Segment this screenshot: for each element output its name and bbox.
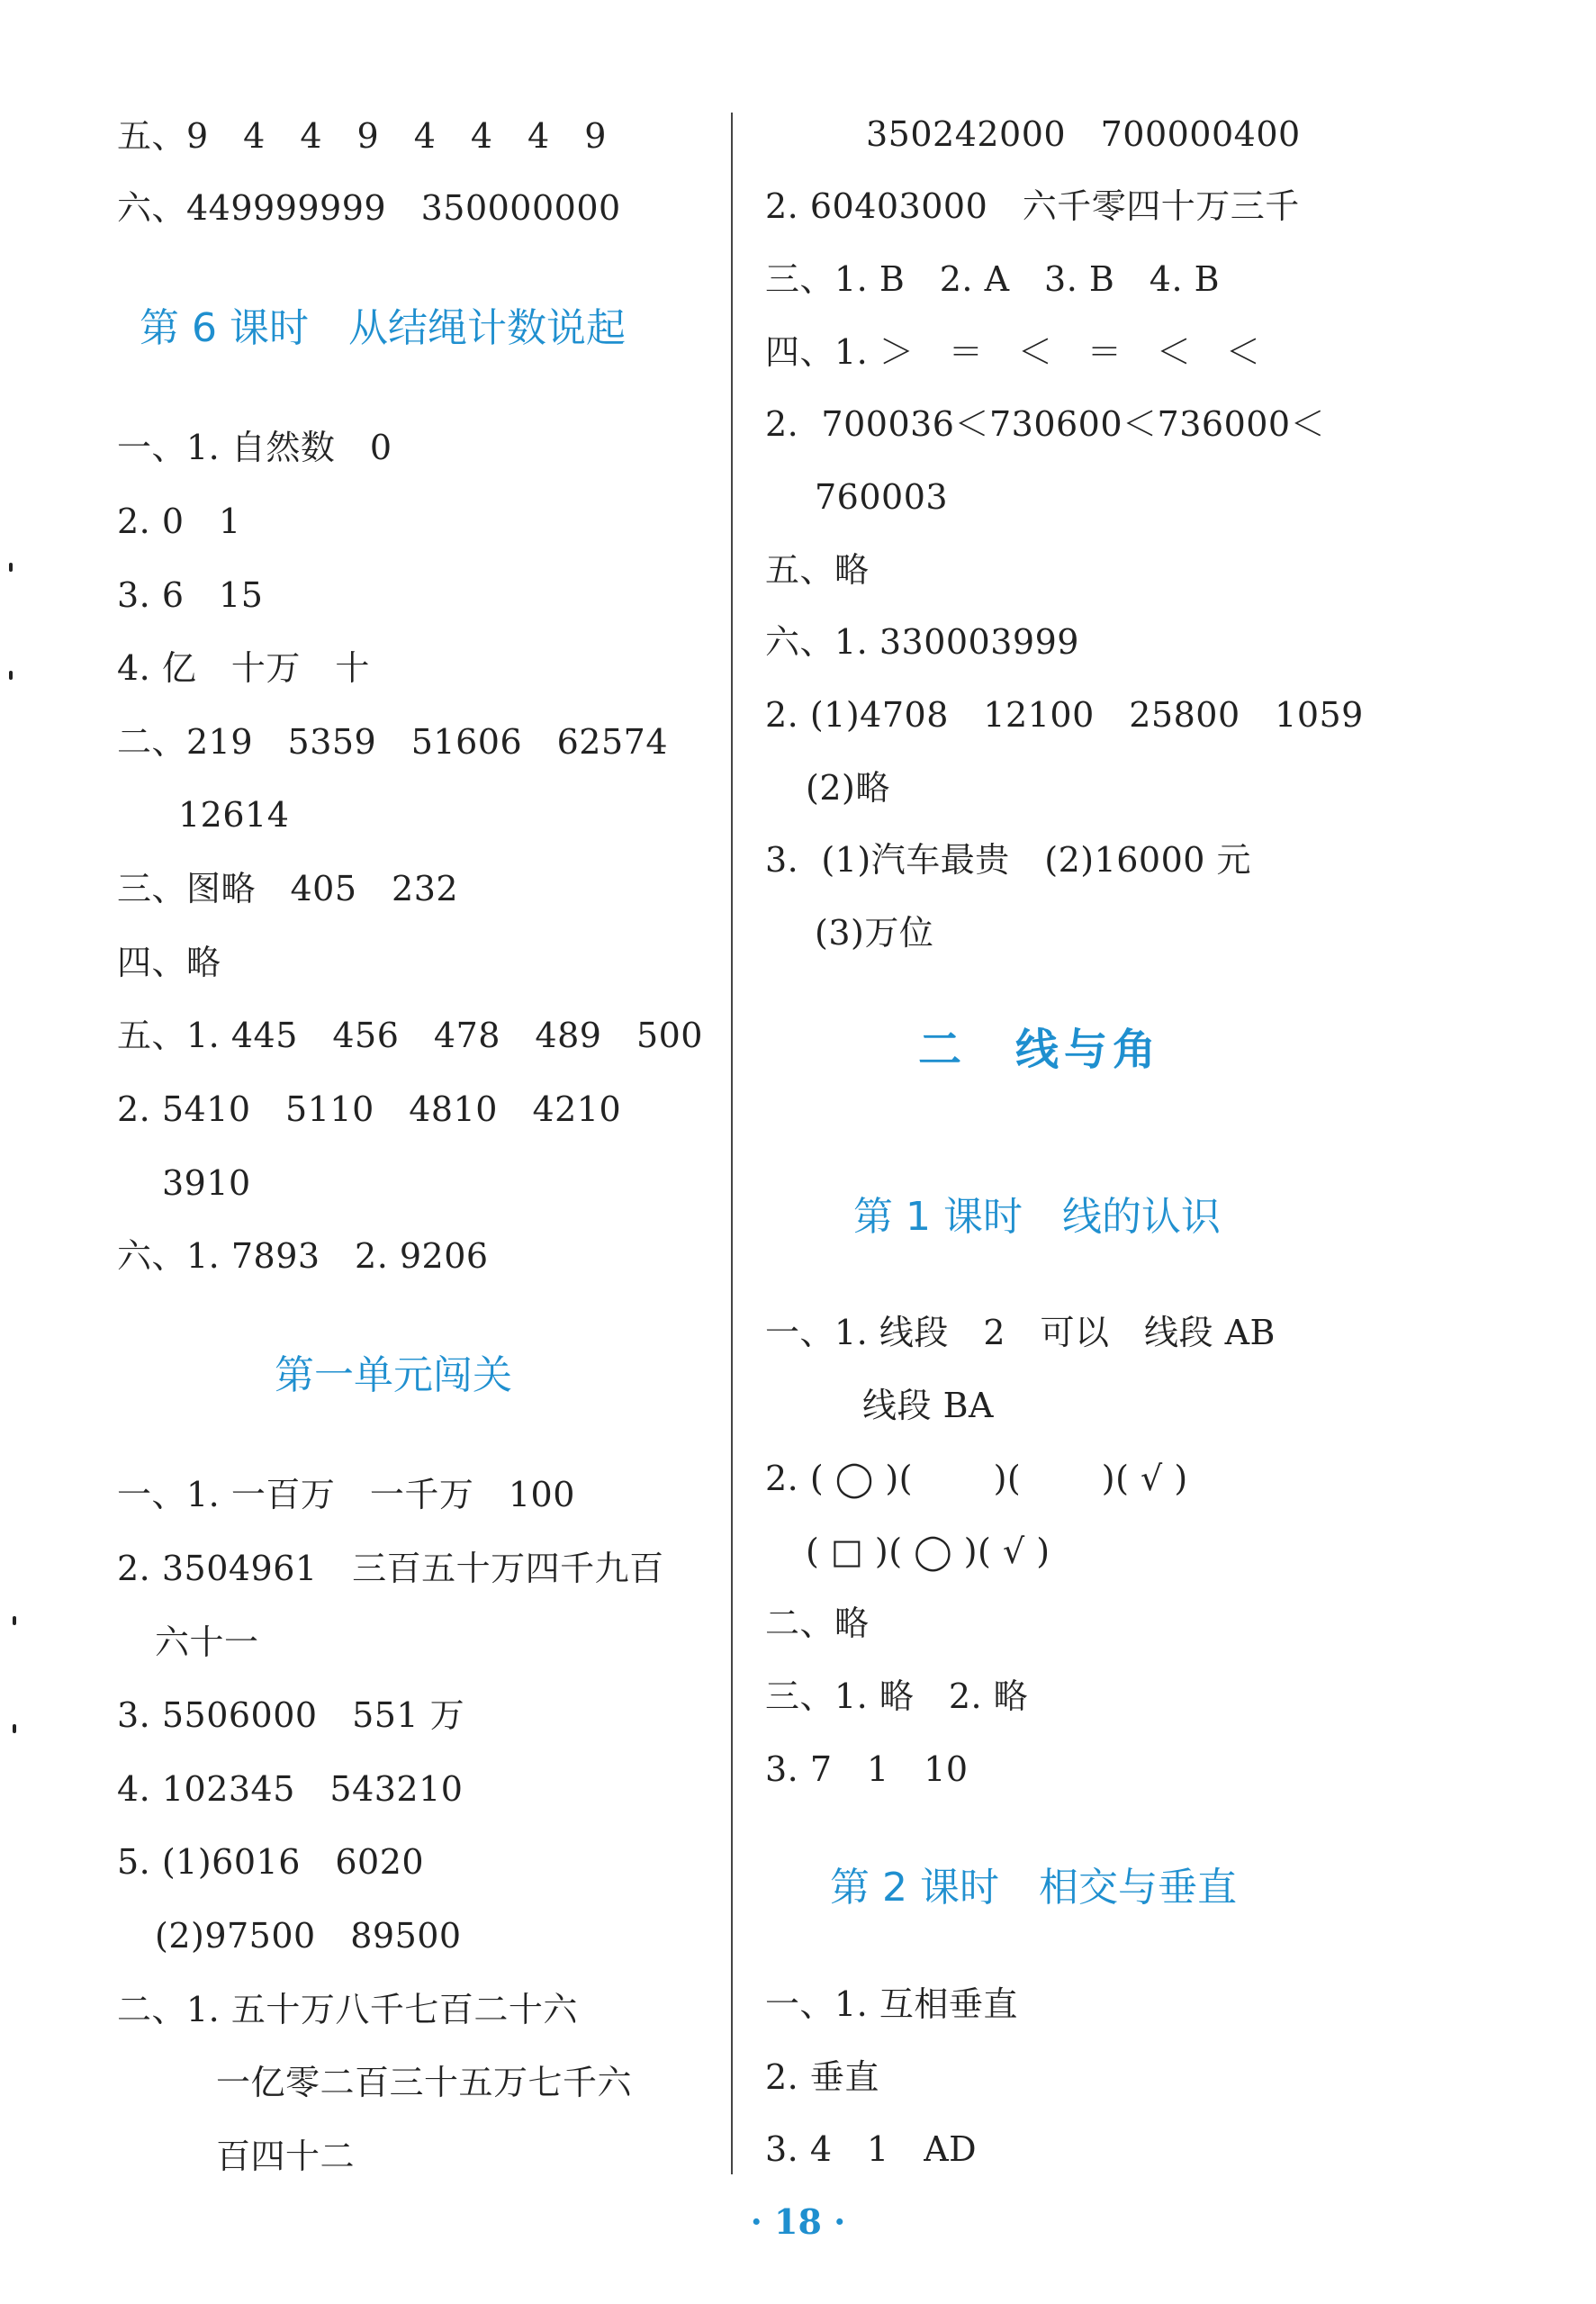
text-line: 2. (1)4708 12100 25800 1059 bbox=[765, 695, 1364, 735]
scan-mark bbox=[9, 671, 13, 680]
text-line: 一、1. 自然数 0 bbox=[117, 428, 392, 467]
unit-heading-2: 二 线与角 bbox=[918, 1025, 1162, 1075]
text-line: 二、219 5359 51606 62574 bbox=[117, 722, 669, 762]
scan-mark bbox=[13, 1616, 16, 1625]
section-heading-lesson6: 第 6 课时 从结绳计数说起 bbox=[140, 305, 626, 351]
text-line: 3. 5506000 551 万 bbox=[117, 1695, 465, 1735]
text-line: 2. 3504961 三百五十万四千九百 bbox=[117, 1549, 664, 1588]
text-line: (2)略 bbox=[806, 768, 890, 808]
text-line: 2. 60403000 六千零四十万三千 bbox=[765, 186, 1300, 226]
text-line: 百四十二 bbox=[216, 2137, 356, 2176]
text-line: 四、1. ＞ ＝ ＜ ＝ ＜ ＜ bbox=[765, 332, 1261, 372]
text-line: 4. 102345 543210 bbox=[117, 1769, 464, 1809]
page-number: · 18 · bbox=[750, 2201, 846, 2242]
text-line: 4. 亿 十万 十 bbox=[117, 648, 370, 688]
text-line: 三、图略 405 232 bbox=[117, 869, 459, 908]
text-line: 2. 垂直 bbox=[765, 2057, 879, 2097]
text-line: 五、1. 445 456 478 489 500 bbox=[117, 1016, 703, 1055]
text-line: 2. 700036＜730600＜736000＜ bbox=[765, 404, 1326, 444]
text-line: 四、略 bbox=[117, 943, 221, 982]
text-line: 一亿零二百三十五万七千六 bbox=[216, 2063, 633, 2102]
text-line: 一、1. 线段 2 可以 线段 AB bbox=[765, 1313, 1276, 1352]
text-line: ( □ )( ◯ )( √ ) bbox=[806, 1531, 1050, 1571]
section-heading-lesson1: 第 1 课时 线的认识 bbox=[853, 1194, 1221, 1240]
text-line: 760003 bbox=[815, 477, 949, 517]
column-divider bbox=[731, 113, 733, 2174]
text-line: 六、1. 330003999 bbox=[765, 622, 1079, 662]
text-line: 12614 bbox=[178, 795, 290, 835]
text-line: 3. 6 15 bbox=[117, 575, 264, 615]
text-line: 5. (1)6016 6020 bbox=[117, 1842, 425, 1882]
text-line: 3. 7 1 10 bbox=[765, 1749, 969, 1789]
text-line: 350242000 700000400 bbox=[866, 114, 1301, 154]
scan-mark bbox=[13, 1724, 16, 1733]
scan-mark bbox=[9, 563, 13, 572]
text-line: 一、1. 互相垂直 bbox=[765, 1984, 1018, 2024]
text-line: 2. 0 1 bbox=[117, 501, 241, 541]
text-line: 一、1. 一百万 一千万 100 bbox=[117, 1475, 575, 1514]
text-line: 2. 5410 5110 4810 4210 bbox=[117, 1089, 622, 1129]
text-line: 五、9 4 4 9 4 4 4 9 bbox=[117, 116, 607, 156]
text-line: 3. 4 1 AD bbox=[765, 2129, 978, 2169]
section-heading-lesson2: 第 2 课时 相交与垂直 bbox=[830, 1865, 1237, 1911]
text-line: 线段 BA bbox=[862, 1386, 994, 1425]
text-line: (3)万位 bbox=[815, 913, 934, 953]
text-line: 六十一 bbox=[155, 1622, 259, 1662]
text-line: 六、449999999 350000000 bbox=[117, 188, 621, 228]
text-line: 3910 bbox=[162, 1163, 251, 1203]
text-line: 五、略 bbox=[765, 550, 870, 590]
text-line: 2. ( ◯ )( )( )( √ ) bbox=[765, 1459, 1188, 1498]
text-line: (2)97500 89500 bbox=[155, 1916, 462, 1956]
text-line: 三、1. 略 2. 略 bbox=[765, 1676, 1029, 1716]
text-line: 二、1. 五十万八千七百二十六 bbox=[117, 1990, 578, 2029]
text-line: 六、1. 7893 2. 9206 bbox=[117, 1236, 489, 1276]
text-line: 三、1. B 2. A 3. B 4. B bbox=[765, 259, 1221, 299]
text-line: 二、略 bbox=[765, 1604, 870, 1643]
section-heading-unit1: 第一单元闯关 bbox=[275, 1352, 512, 1398]
text-line: 3. (1)汽车最贵 (2)16000 元 bbox=[765, 840, 1252, 880]
